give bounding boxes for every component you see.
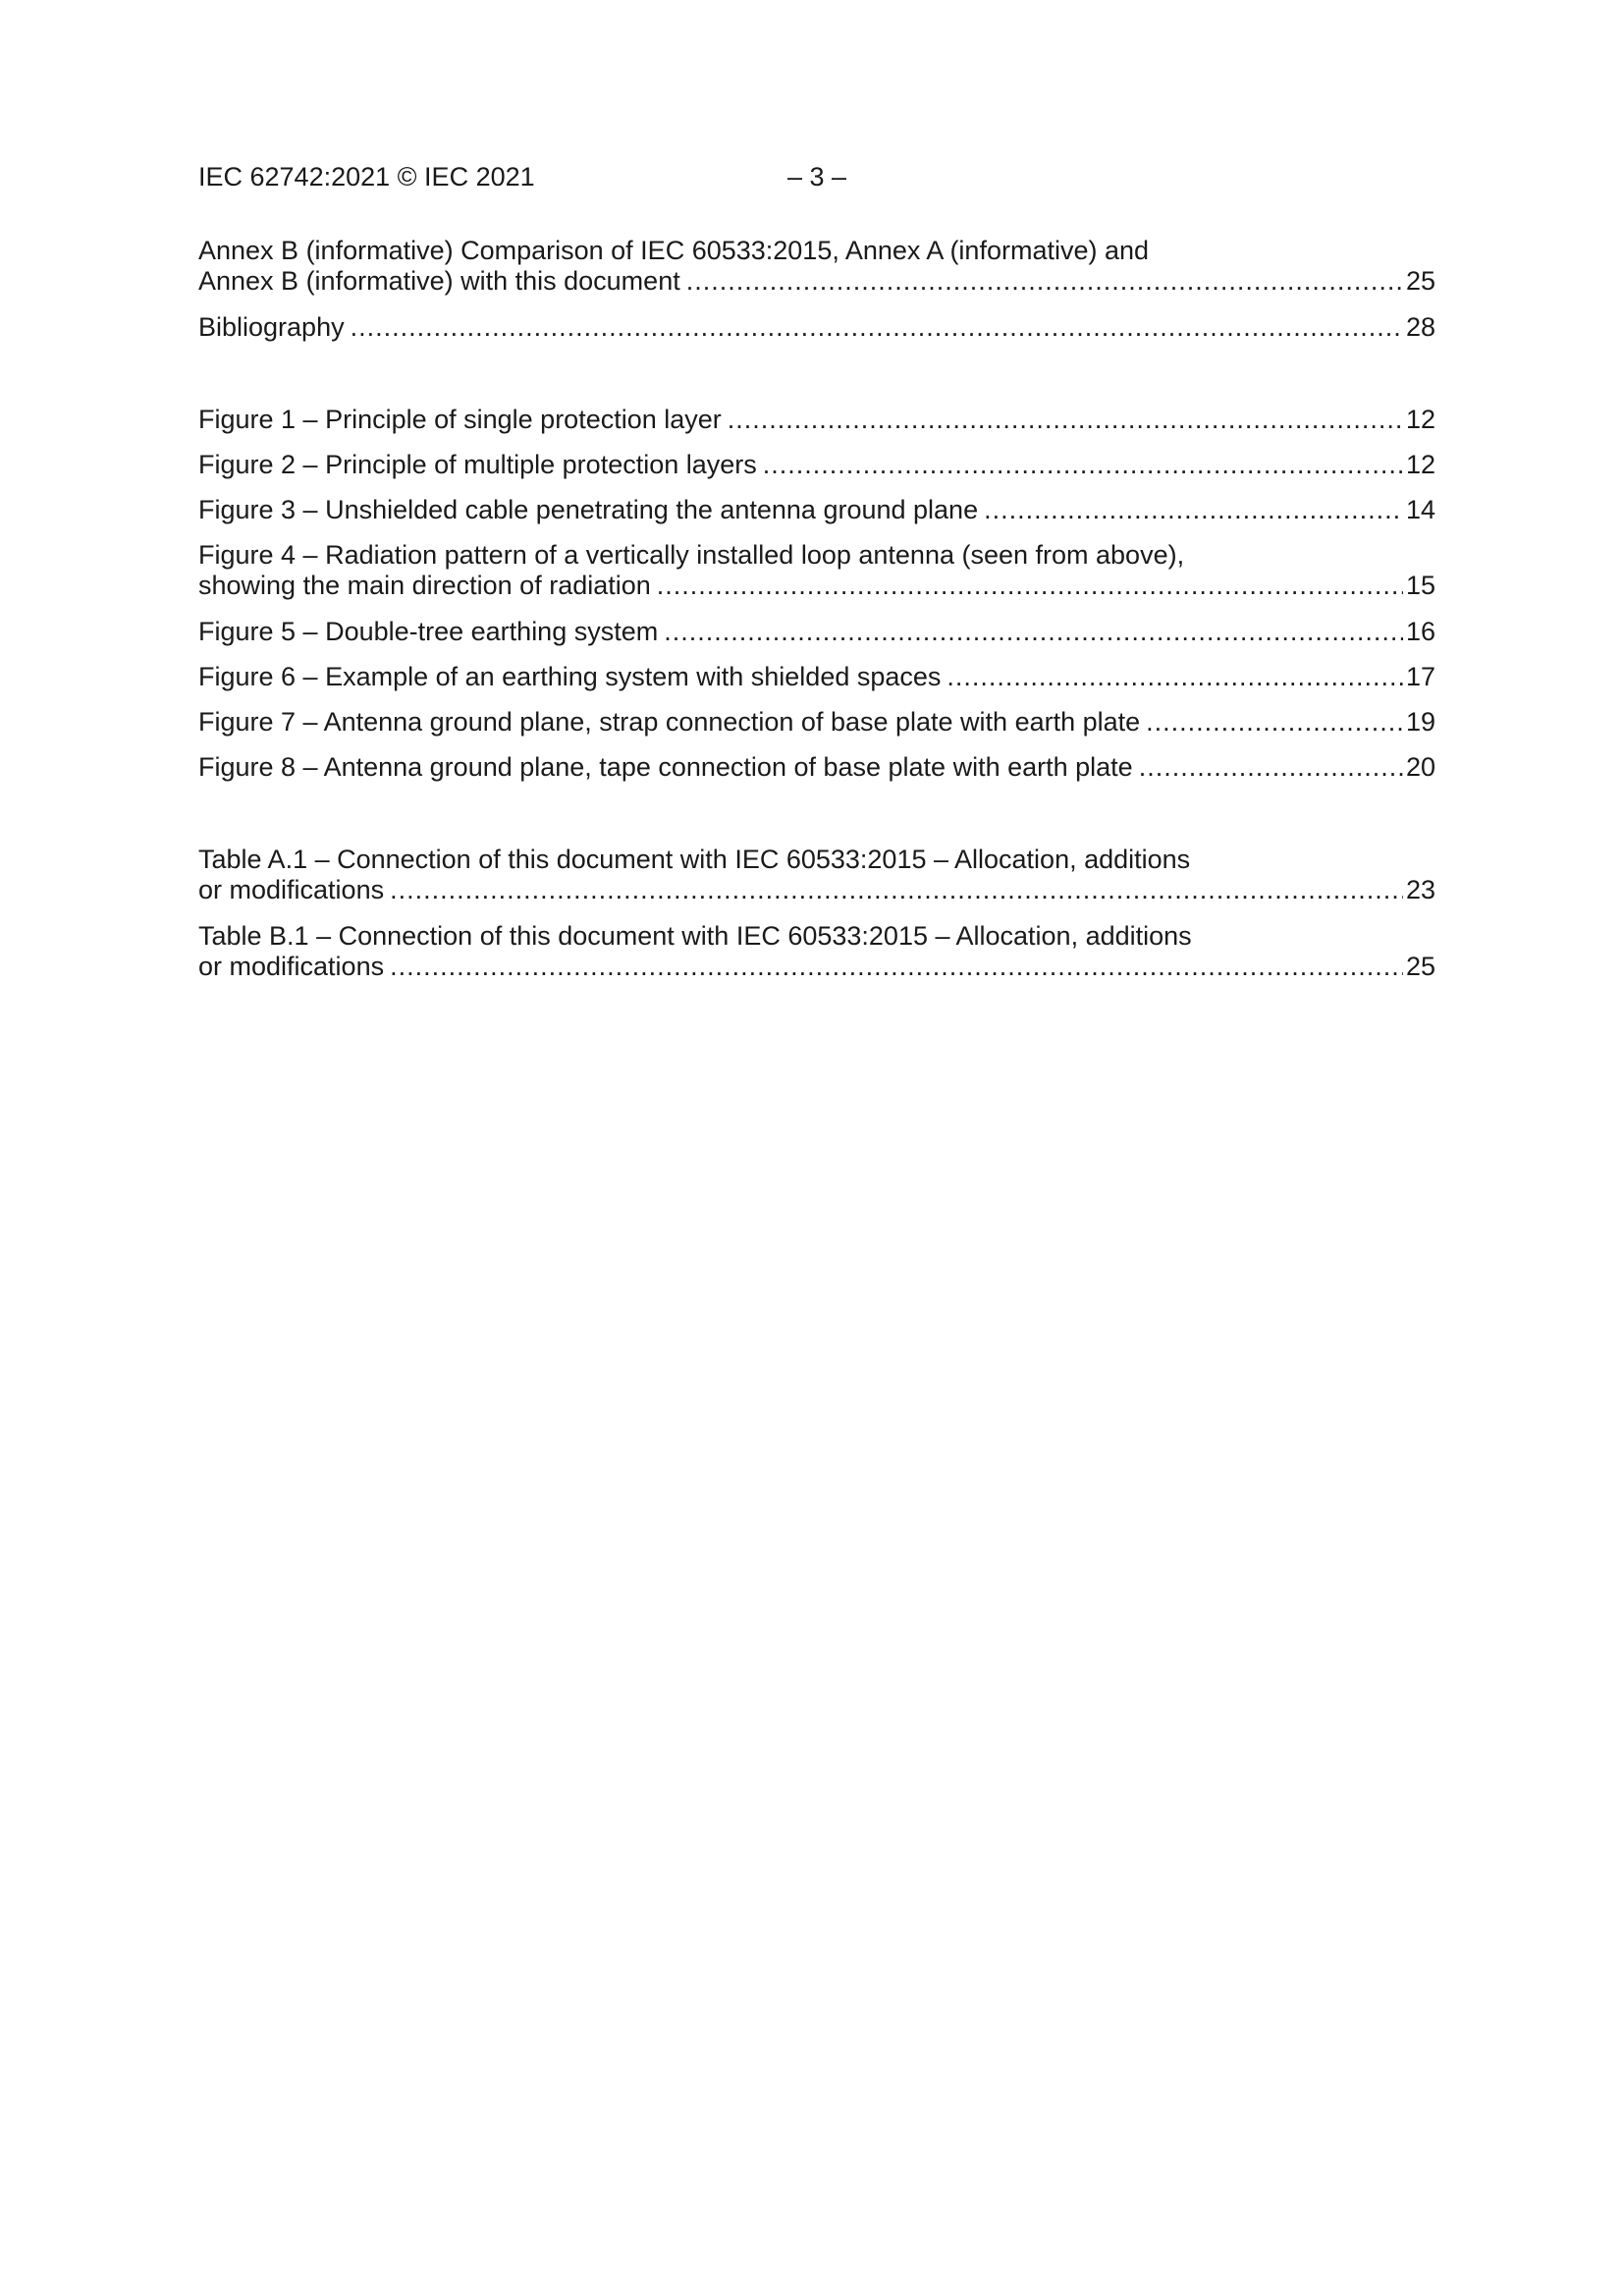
toc-page-number: 28 <box>1405 312 1435 342</box>
toc-page-number: 23 <box>1405 875 1435 904</box>
toc-page-number: 19 <box>1405 707 1435 737</box>
toc-entry-figure-5[interactable] <box>198 617 1435 647</box>
dot-leader <box>351 312 1403 343</box>
toc-entry-title-line1: Annex B (informative) Comparison of IEC 60533:2015, Annex A (informative) and <box>198 236 1150 265</box>
toc-entry-title-line2: or modifications <box>198 952 385 981</box>
toc-entry-bibliography[interactable] <box>198 312 1435 343</box>
toc-entry-annex-b[interactable] <box>198 236 1435 297</box>
toc-page-number: 16 <box>1405 617 1435 646</box>
page-header <box>198 157 1435 196</box>
toc-entry-title: Figure 8 – Antenna ground plane, tape connection of base plate with earth plate <box>198 752 1133 782</box>
toc-entry-title-line2: Annex B (informative) with this document <box>198 266 680 296</box>
toc-entry-title: Figure 1 – Principle of single protection layer <box>198 405 722 434</box>
toc-entry-figure-6[interactable] <box>198 662 1435 692</box>
toc-entry-title-line1: Table A.1 – Connection of this document with IEC 60533:2015 – Allocation, additions <box>198 845 1191 874</box>
toc-entry-figure-4[interactable] <box>198 540 1435 601</box>
toc-entry-title-line2: showing the main direction of radiation <box>198 571 651 600</box>
toc-entry-title: Figure 2 – Principle of multiple protection layers <box>198 450 757 479</box>
toc-entry-figure-2[interactable] <box>198 450 1435 480</box>
toc-entry-title-line1: Figure 4 – Radiation pattern of a vertically installed loop antenna (seen from above), <box>198 540 1185 570</box>
toc-entry-title: Figure 5 – Double-tree earthing system <box>198 617 659 646</box>
toc-page-number: 20 <box>1405 752 1435 782</box>
dot-leader <box>390 875 1403 905</box>
dot-leader <box>657 571 1403 601</box>
toc-page-number: 17 <box>1405 662 1435 691</box>
toc-entry-figure-8[interactable] <box>198 752 1435 783</box>
toc-entry-figure-1[interactable] <box>198 405 1435 435</box>
toc-page-number: 15 <box>1405 571 1435 600</box>
toc-page-number: 25 <box>1405 266 1435 296</box>
page-number: – 3 – <box>787 162 847 191</box>
toc-entry-title: Bibliography <box>198 312 345 342</box>
toc-page-number: 12 <box>1405 405 1435 434</box>
toc-page-number: 25 <box>1405 952 1435 981</box>
dot-leader <box>390 952 1403 982</box>
toc-entry-figure-3[interactable] <box>198 495 1435 525</box>
toc-entry-table-a1[interactable] <box>198 845 1435 905</box>
dot-leader <box>664 617 1403 647</box>
dot-leader <box>728 405 1403 435</box>
toc-page-number: 14 <box>1405 495 1435 524</box>
toc-entry-title: Figure 3 – Unshielded cable penetrating the antenna ground plane <box>198 495 979 524</box>
dot-leader <box>763 450 1403 480</box>
toc-page-number: 12 <box>1405 450 1435 479</box>
dot-leader <box>686 266 1403 297</box>
dot-leader <box>1139 752 1403 783</box>
toc-entry-table-b1[interactable] <box>198 921 1435 982</box>
toc-entry-title: Figure 6 – Example of an earthing system with shielded spaces <box>198 662 942 691</box>
dot-leader <box>947 662 1403 692</box>
document-id: IEC 62742:2021 © IEC 2021 <box>198 162 535 191</box>
toc-entry-figure-7[interactable] <box>198 707 1435 738</box>
dot-leader <box>984 495 1403 525</box>
toc-entry-title-line2: or modifications <box>198 875 385 904</box>
dot-leader <box>1146 707 1403 738</box>
toc-entry-title-line1: Table B.1 – Connection of this document with IEC 60533:2015 – Allocation, additions <box>198 921 1192 951</box>
toc-entry-title: Figure 7 – Antenna ground plane, strap connection of base plate with earth plate <box>198 707 1141 737</box>
